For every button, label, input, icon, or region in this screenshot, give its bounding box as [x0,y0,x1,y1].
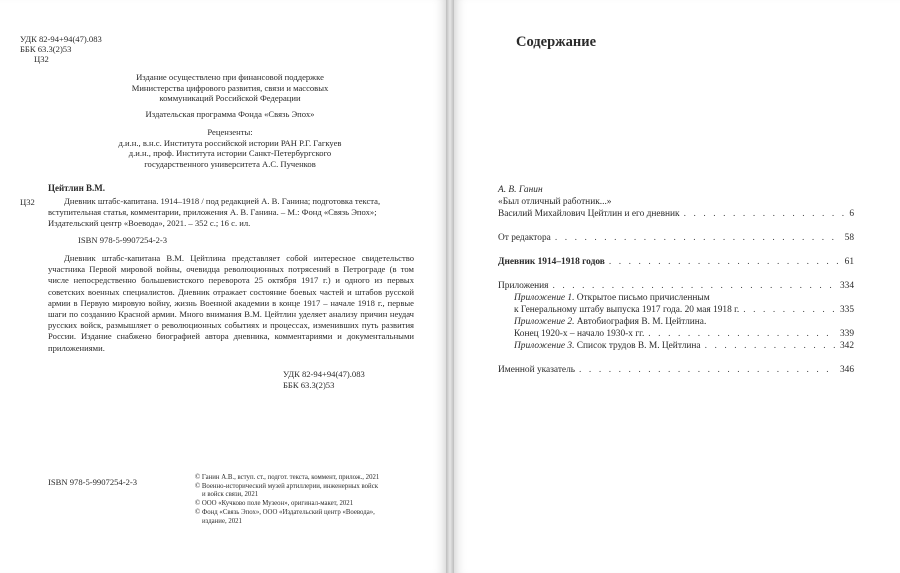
toc-entry-text: Открытое письмо причисленным [576,293,710,303]
toc-entry-text: Конец 1920-х – начало 1930-х гг. [514,329,645,339]
toc-entry[interactable] [498,328,854,340]
toc-leader-dots [609,256,841,268]
toc-entry[interactable] [498,196,854,208]
toc-leader-dots [555,232,841,244]
publishing-program: Издательская программа Фонда «Связь Эпох» [145,109,315,119]
toc-entry[interactable] [498,304,854,316]
copyright-line: © Военно-исторический музей артиллерии, инженерных войск [195,482,379,490]
toc-entry-text: Василий Михайлович Цейтлин и его дневник [498,209,680,219]
toc-entry-text: Автобиография В. М. Цейтлина. [576,317,707,327]
toc-leader-dots [705,340,836,352]
toc-page-number: 334 [839,281,854,291]
table-of-contents [498,184,854,376]
reviewer-line: д.и.н., в.н.с. Института российской истории РАН Р.Г. Гагкуев [118,137,342,148]
toc-page-number: 346 [839,365,854,375]
toc-entry[interactable] [498,280,854,292]
contents-title: Содержание [516,34,597,50]
toc-entry-text: Дневник 1914–1918 годов [498,257,605,267]
udk-block [20,34,102,65]
toc-page-number: 58 [844,233,854,243]
book-gutter [446,0,454,573]
toc-entry[interactable] [498,316,854,328]
toc-leader-dots [579,364,836,376]
toc-entry-prefix: Приложение 3. [514,341,575,351]
support-line: Министерства цифрового развития, связи и массовых [131,82,329,93]
udk-bottom-block [283,369,365,391]
toc-page-number: 339 [839,329,854,339]
toc-entry-prefix: Приложение 1. [514,293,575,303]
toc-leader-dots [684,208,846,220]
toc-entry[interactable] [498,232,854,244]
isbn: ISBN 978-5-9907254-2-3 [78,235,168,245]
isbn-bottom: ISBN 978-5-9907254-2-3 [48,477,138,487]
bbk-code: ББК 63.3(2)53 [20,44,72,55]
toc-entry[interactable] [498,256,854,268]
support-notice [110,72,350,104]
copyright-line: © Ганин А.В., вступ. ст., подгот. текста, коммент, прилож., 2021 [195,474,380,481]
toc-entry-prefix: Приложение 2. [514,317,575,327]
toc-page-number: 342 [839,341,854,351]
abstract: Дневник штабс-капитана В.М. Цейтлина представляет собой интересное свидетельство участника Первой мировой войны, очевидца революционных потрясений в Петрограде (в том числе непосредственно большевистского переворота 25 октября 1917 г.) и одного из первых советских военных специалистов. Дневник отражает состояние боевых частей и штабов русской армии в Первую мировую войну, жизнь Военной академии в конце 1917 – начале 1918 г., первые шаги по созданию Красной армии. Много внимания В.М. Цейтлин уделяет анализу причин неудач русских войск, размышляет о революционных событиях и процессах, изменивших путь развития России. Издание снабжено биографией автора дневника, комментариями и документальными приложениями. [48,253,414,353]
toc-entry[interactable] [498,208,854,220]
copyright-block [195,474,379,526]
toc-page-number: 61 [844,257,854,267]
copyright-line: издание, 2021 [202,517,242,525]
toc-leader-dots [648,328,836,340]
toc-entry-text: «Был отличный работник...» [498,197,612,207]
toc-leader-dots [743,304,836,316]
udk-code: УДК 82-94+94(47).083 [20,34,102,44]
toc-entry-text: Приложения [498,281,549,291]
reviewers-title: Рецензенты: [207,127,253,137]
udk-code: УДК 82-94+94(47).083 [283,369,365,379]
toc-entry[interactable] [498,184,854,196]
copyright-line: и войск связи, 2021 [202,491,259,499]
author-code-side: Ц32 [20,197,35,207]
toc-entry-text: Список трудов В. М. Цейтлина [576,341,701,351]
bbk-code: ББК 63.3(2)53 [283,380,335,390]
copyright-line: © Фонд «Связь Эпох», ООО «Издательский центр «Воевода», [195,508,375,516]
reviewers-block [100,127,360,169]
reviewer-line: д.и.н., проф. Института истории Санкт-Петербургского [128,148,332,159]
toc-page-number: 335 [839,305,854,315]
toc-leader-dots [552,280,835,292]
reviewer-line: государственного университета А.С. Пученков [144,158,316,169]
toc-entry[interactable] [498,292,854,304]
toc-entry-text: От редактора [498,233,551,243]
toc-page-number: 6 [849,209,854,219]
left-page [0,0,446,573]
toc-entry-text: А. В. Ганин [498,185,543,195]
support-line: Издание осуществлено при финансовой поддержке [136,72,324,82]
toc-entry[interactable] [498,340,854,352]
author-heading: Цейтлин В.М. [48,183,106,193]
right-page [454,0,900,573]
toc-entry[interactable] [498,364,854,376]
toc-entry-text: к Генеральному штабу выпуска 1917 года. 20 мая 1918 г. [514,305,740,315]
toc-entry-text: Именной указатель [498,365,576,375]
author-code: Ц32 [34,54,49,65]
bibliographic-description: Дневник штабс-капитана. 1914–1918 / под редакцией А. В. Ганина; подготовка текста, вступительная статья, комментарии, приложения А. В. Ганина. – М.: Фонд «Связь Эпох»; Издательский центр «Воевода», 2021. – 352 с.; 16 с. ил. [48,196,381,229]
support-line: коммуникаций Российской Федерации [159,93,301,104]
copyright-line: © ООО «Кучково поле Музеон», оригинал-макет, 2021 [195,500,354,508]
